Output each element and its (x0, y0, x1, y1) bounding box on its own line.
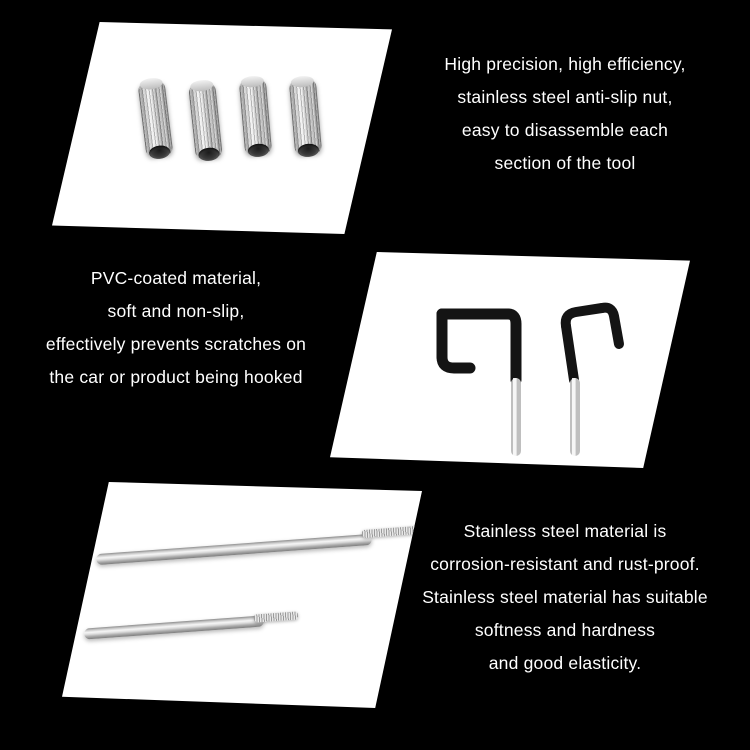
caption-line: section of the tool (494, 153, 636, 173)
caption-line: and good elasticity. (488, 653, 642, 673)
stainless-steel-nuts-photo (52, 22, 392, 234)
caption-high-precision (400, 48, 730, 180)
steel-rod (84, 615, 264, 639)
nut-cap (139, 77, 163, 91)
steel-rod-threaded-tip (254, 611, 298, 622)
caption-line: stainless steel anti-slip nut, (457, 87, 673, 107)
caption-line: Stainless steel material is (463, 521, 667, 541)
knurled-nut (239, 79, 272, 155)
caption-line: corrosion-resistant and rust-proof. (430, 554, 700, 574)
caption-line: the car or product being hooked (49, 367, 303, 387)
caption-line: softness and hardness (474, 620, 656, 640)
pvc-coated-hooks-photo (330, 252, 690, 468)
caption-line: easy to disassemble each (461, 120, 669, 140)
hook-right (566, 308, 619, 456)
hooks-group (330, 252, 690, 468)
knurled-nut (289, 79, 322, 155)
caption-line: soft and non-slip, (107, 301, 245, 321)
nuts-group (52, 22, 392, 234)
knurled-nut (188, 83, 223, 159)
nut-cap (190, 79, 214, 92)
nut-cap (240, 75, 264, 88)
nut-cap (290, 75, 314, 88)
caption-line: High precision, high efficiency, (444, 54, 686, 74)
caption-line: Stainless steel material has suitable (422, 587, 708, 607)
caption-line: effectively prevents scratches on (45, 334, 307, 354)
caption-pvc-coated (6, 262, 346, 394)
stainless-steel-rods-photo (62, 482, 422, 708)
caption-line: PVC-coated material, (90, 268, 262, 288)
steel-rod (96, 534, 372, 565)
knurled-nut (138, 81, 174, 158)
caption-stainless-steel (382, 515, 748, 680)
hook-left (442, 314, 521, 456)
rods-group (62, 482, 422, 708)
